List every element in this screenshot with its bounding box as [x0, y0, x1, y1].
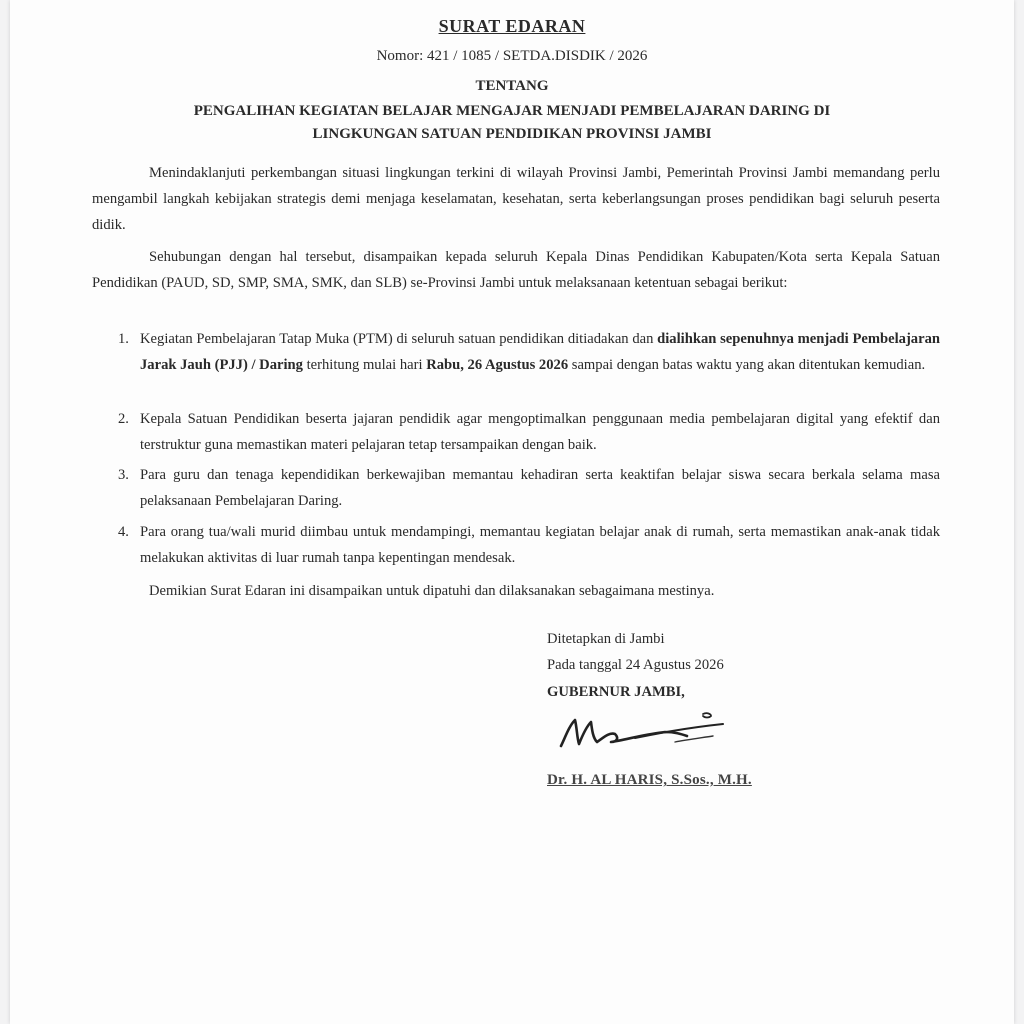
paragraph-intro — [92, 160, 940, 238]
paragraph-1-text: Menindaklanjuti perkembangan situasi lingkungan terkini di wilayah Provinsi Jambi, Pemerintah Provinsi Jambi memandang perlu mengambil langkah kebijakan strategis demi menjaga keselamatan, kesehatan, serta keberlangsungan proses pendidikan bagi seluruh peserta didik. — [92, 165, 940, 233]
list-item-number: 2. — [118, 411, 129, 427]
item-1-text-c: sampai dengan batas waktu yang akan ditentukan kemudian. — [568, 357, 926, 373]
signing-date: Pada tanggal 24 Agustus 2026 — [547, 657, 724, 673]
list-item-text: Kepala Satuan Pendidikan beserta jajaran pendidik agar mengoptimalkan penggunaan media pembelajaran digital yang efektif dan terstruktur guna memastikan materi pelajaran tetap tersampaikan dengan baik. — [140, 411, 940, 453]
paragraph-2-text: Sehubungan dengan hal tersebut, disampaikan kepada seluruh Kepala Dinas Pendidikan Kabupaten/Kota serta Kepala Satuan Pendidikan (PAUD, SD, SMP, SMA, SMK, dan SLB) se-Provinsi Jambi untuk melaksanaan ketentuan sebagai berikut: — [92, 249, 940, 291]
paragraph-instruction — [92, 244, 940, 296]
list-item — [118, 406, 940, 458]
subject-title — [0, 100, 1024, 146]
list-item-text: Para orang tua/wali murid diimbau untuk mendampingi, memantau kegiatan belajar anak di rumah, serta memastikan anak-anak tidak melakukan aktivitas di luar rumah tanpa kepentingan mendesak. — [140, 524, 940, 566]
item-1-bold-b: Rabu, 26 Agustus 2026 — [426, 357, 569, 373]
list-item — [118, 462, 940, 514]
list-item-number: 3. — [118, 467, 129, 483]
handwritten-signature — [555, 708, 730, 754]
list-item-text — [118, 326, 940, 378]
list-item — [118, 326, 940, 378]
item-1-bold-a: dialihkan sepenuhnya menjadi Pembelajaran Jarak Jauh (PJJ) / Daring — [140, 331, 940, 373]
subject-line-1: PENGALIHAN KEGIATAN BELAJAR MENGAJAR MENJADI PEMBELAJARAN DARING DI — [193, 103, 831, 119]
item-1-text-a: Kegiatan Pembelajaran Tatap Muka (PTM) di seluruh satuan pendidikan ditiadakan dan — [140, 331, 658, 347]
document-title: SURAT EDARAN — [438, 16, 586, 36]
subject-heading: TENTANG — [475, 78, 549, 94]
closing-statement: Demikian Surat Edaran ini disampaikan untuk dipatuhi dan dilaksanakan sebagaimana mestinya. — [149, 583, 715, 599]
list-item-text: Para guru dan tenaga kependidikan berkewajiban memantau kehadiran serta keaktifan belajar siswa secara berkala selama masa pelaksanaan Pembelajaran Daring. — [140, 467, 940, 509]
subject-line-2: LINGKUNGAN SATUAN PENDIDIKAN PROVINSI JAMBI — [312, 126, 712, 142]
signer-position: GUBERNUR JAMBI, — [547, 684, 685, 700]
list-item-number: 4. — [118, 524, 129, 540]
signing-place: Ditetapkan di Jambi — [547, 631, 665, 647]
item-1-text-b: terhitung mulai hari — [302, 357, 427, 373]
list-item — [118, 519, 940, 571]
document-number: Nomor: 421 / 1085 / SETDA.DISDIK / 2026 — [376, 48, 648, 64]
signer-name: Dr. H. AL HARIS, S.Sos., M.H. — [547, 772, 752, 788]
document-page — [10, 0, 1014, 1024]
list-item-number: 1. — [118, 331, 129, 347]
